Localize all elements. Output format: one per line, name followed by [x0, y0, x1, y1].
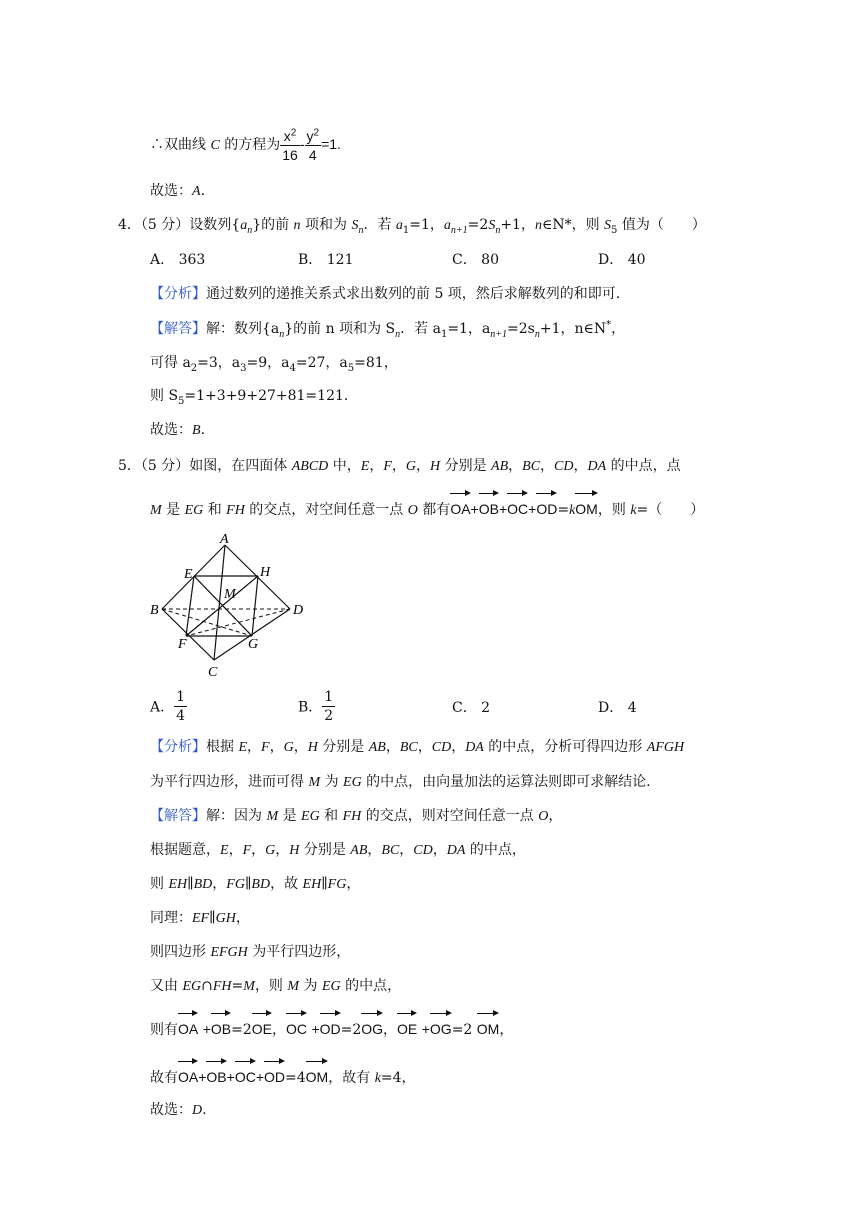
q5-analysis-line1: 【分析】根据 E，F，G，H 分别是 AB，BC，CD，DA 的中点，分析可得四边形 AFGH — [150, 739, 685, 755]
label-G: G — [248, 637, 259, 652]
fraction-y2-4: $\frac{y^2}{4}$ — [306, 126, 320, 163]
label-C: C — [208, 665, 218, 680]
analysis-tag: 【分析】 — [150, 739, 206, 755]
q4-solution-line2: 可得 $a_2=3$，$a_3=9$，$a_4=27$，$a_5=81$， — [150, 355, 398, 374]
q5-stem-line2: M 是 EG 和 FH 的交点，对空间任意一点 O 都有OA+OB+OC+OD=kOM，则 k=（ ） — [150, 492, 704, 524]
q5-solution-line2: 根据题意，E，F，G，H 分别是 AB，BC，CD，DA 的中点， — [150, 842, 526, 858]
label-E: E — [184, 567, 193, 582]
q4-option-d[interactable]: D． 40 — [598, 252, 646, 268]
label-F: F — [178, 637, 187, 652]
q5-solution-line3: 则 EH∥BD，FG∥BD，故 EH∥FG， — [150, 876, 361, 892]
edge-EF — [186, 576, 194, 636]
prev-answer: 故选：A. — [150, 183, 206, 199]
tetrahedron-figure — [148, 532, 308, 680]
q4-solution-line3: 则 $S_5=1+3+9+27+81=121$. — [150, 388, 349, 407]
fraction-one-half: $\frac{1}{2}$ — [324, 689, 334, 724]
q5-option-d[interactable]: D． 4 — [598, 700, 637, 716]
label-M: M — [224, 587, 236, 602]
label-B: B — [150, 603, 159, 618]
q5-option-c[interactable]: C． 2 — [452, 700, 491, 716]
q5-option-a[interactable]: A． $\frac{1}{4}$ — [150, 689, 186, 724]
edge-HG — [252, 576, 258, 636]
q5-solution-line8: 故有OA+OB+OC+OD=4OM，故有 k=4， — [150, 1060, 416, 1092]
q4-option-c[interactable]: C． 80 — [452, 252, 499, 268]
q5-solution-line5: 则四边形 EFGH 为平行四边形， — [150, 944, 351, 960]
q5-analysis-line2: 为平行四边形，进而可得 M 为 EG 的中点，由向量加法的运算法则即可求解结论. — [150, 774, 651, 790]
q5-solution-line7: 则有OA +OB=2OE，OC +OD=2OG，OE +OG=2 OM， — [150, 1012, 513, 1043]
label-D: D — [293, 603, 304, 618]
q5-final-answer: 故选：D. — [150, 1102, 207, 1118]
analysis-tag: 【分析】 — [150, 286, 206, 302]
q5-stem-line1: 5．（5 分）如图，在四面体 ABCD 中，E，F，G，H 分别是 AB，BC，CD，DA 的中点，点 — [118, 458, 681, 474]
solution-tag: 【解答】 — [150, 808, 206, 824]
fraction-one-quarter: $\frac{1}{4}$ — [176, 689, 186, 724]
label-H: H — [260, 565, 271, 580]
label-A: A — [220, 532, 229, 547]
q5-solution-line4: 同理：EF∥GH， — [150, 910, 250, 926]
q4-final-answer: 故选：B. — [150, 422, 206, 438]
q4-option-b[interactable]: B． 121 — [298, 252, 354, 268]
fraction-x2-16: $\frac{x^2}{16}$ — [282, 126, 298, 163]
q5-solution-line1: 【解答】解：因为 M 是 EG 和 FH 的交点，则对空间任意一点 O， — [150, 808, 563, 824]
q4-analysis: 【分析】通过数列的递推关系式求出数列的前 5 项，然后求解数列的和即可. — [150, 286, 621, 302]
q4-stem: 4．（5 分）设数列$\{a_n\}$的前 n 项和为 $S_n$．若 $a_1=1$，$a_{n+1}=2S_n+1$，n∈N*，则 $S_5$ 值为（ ） — [118, 217, 706, 236]
prev-conclusion: ∴双曲线 C 的方程为 $\frac{x^2}{16}$ - $\frac{y^2}{4}$ =1. — [150, 126, 341, 163]
q4-solution-line1: 【解答】解：数列$\{a_n\}$的前 n 项和为 $S_n$．若 $a_1=1$，$a_{n+1}=2s_n+1$，n∈N*， — [150, 319, 626, 340]
q4-option-a[interactable]: A． 363 — [150, 252, 206, 268]
q5-option-b[interactable]: B． $\frac{1}{2}$ — [298, 689, 334, 724]
solution-tag: 【解答】 — [150, 321, 206, 337]
q5-solution-line6: 又由 EG∩FH=M，则 M 为 EG 的中点， — [150, 978, 402, 994]
